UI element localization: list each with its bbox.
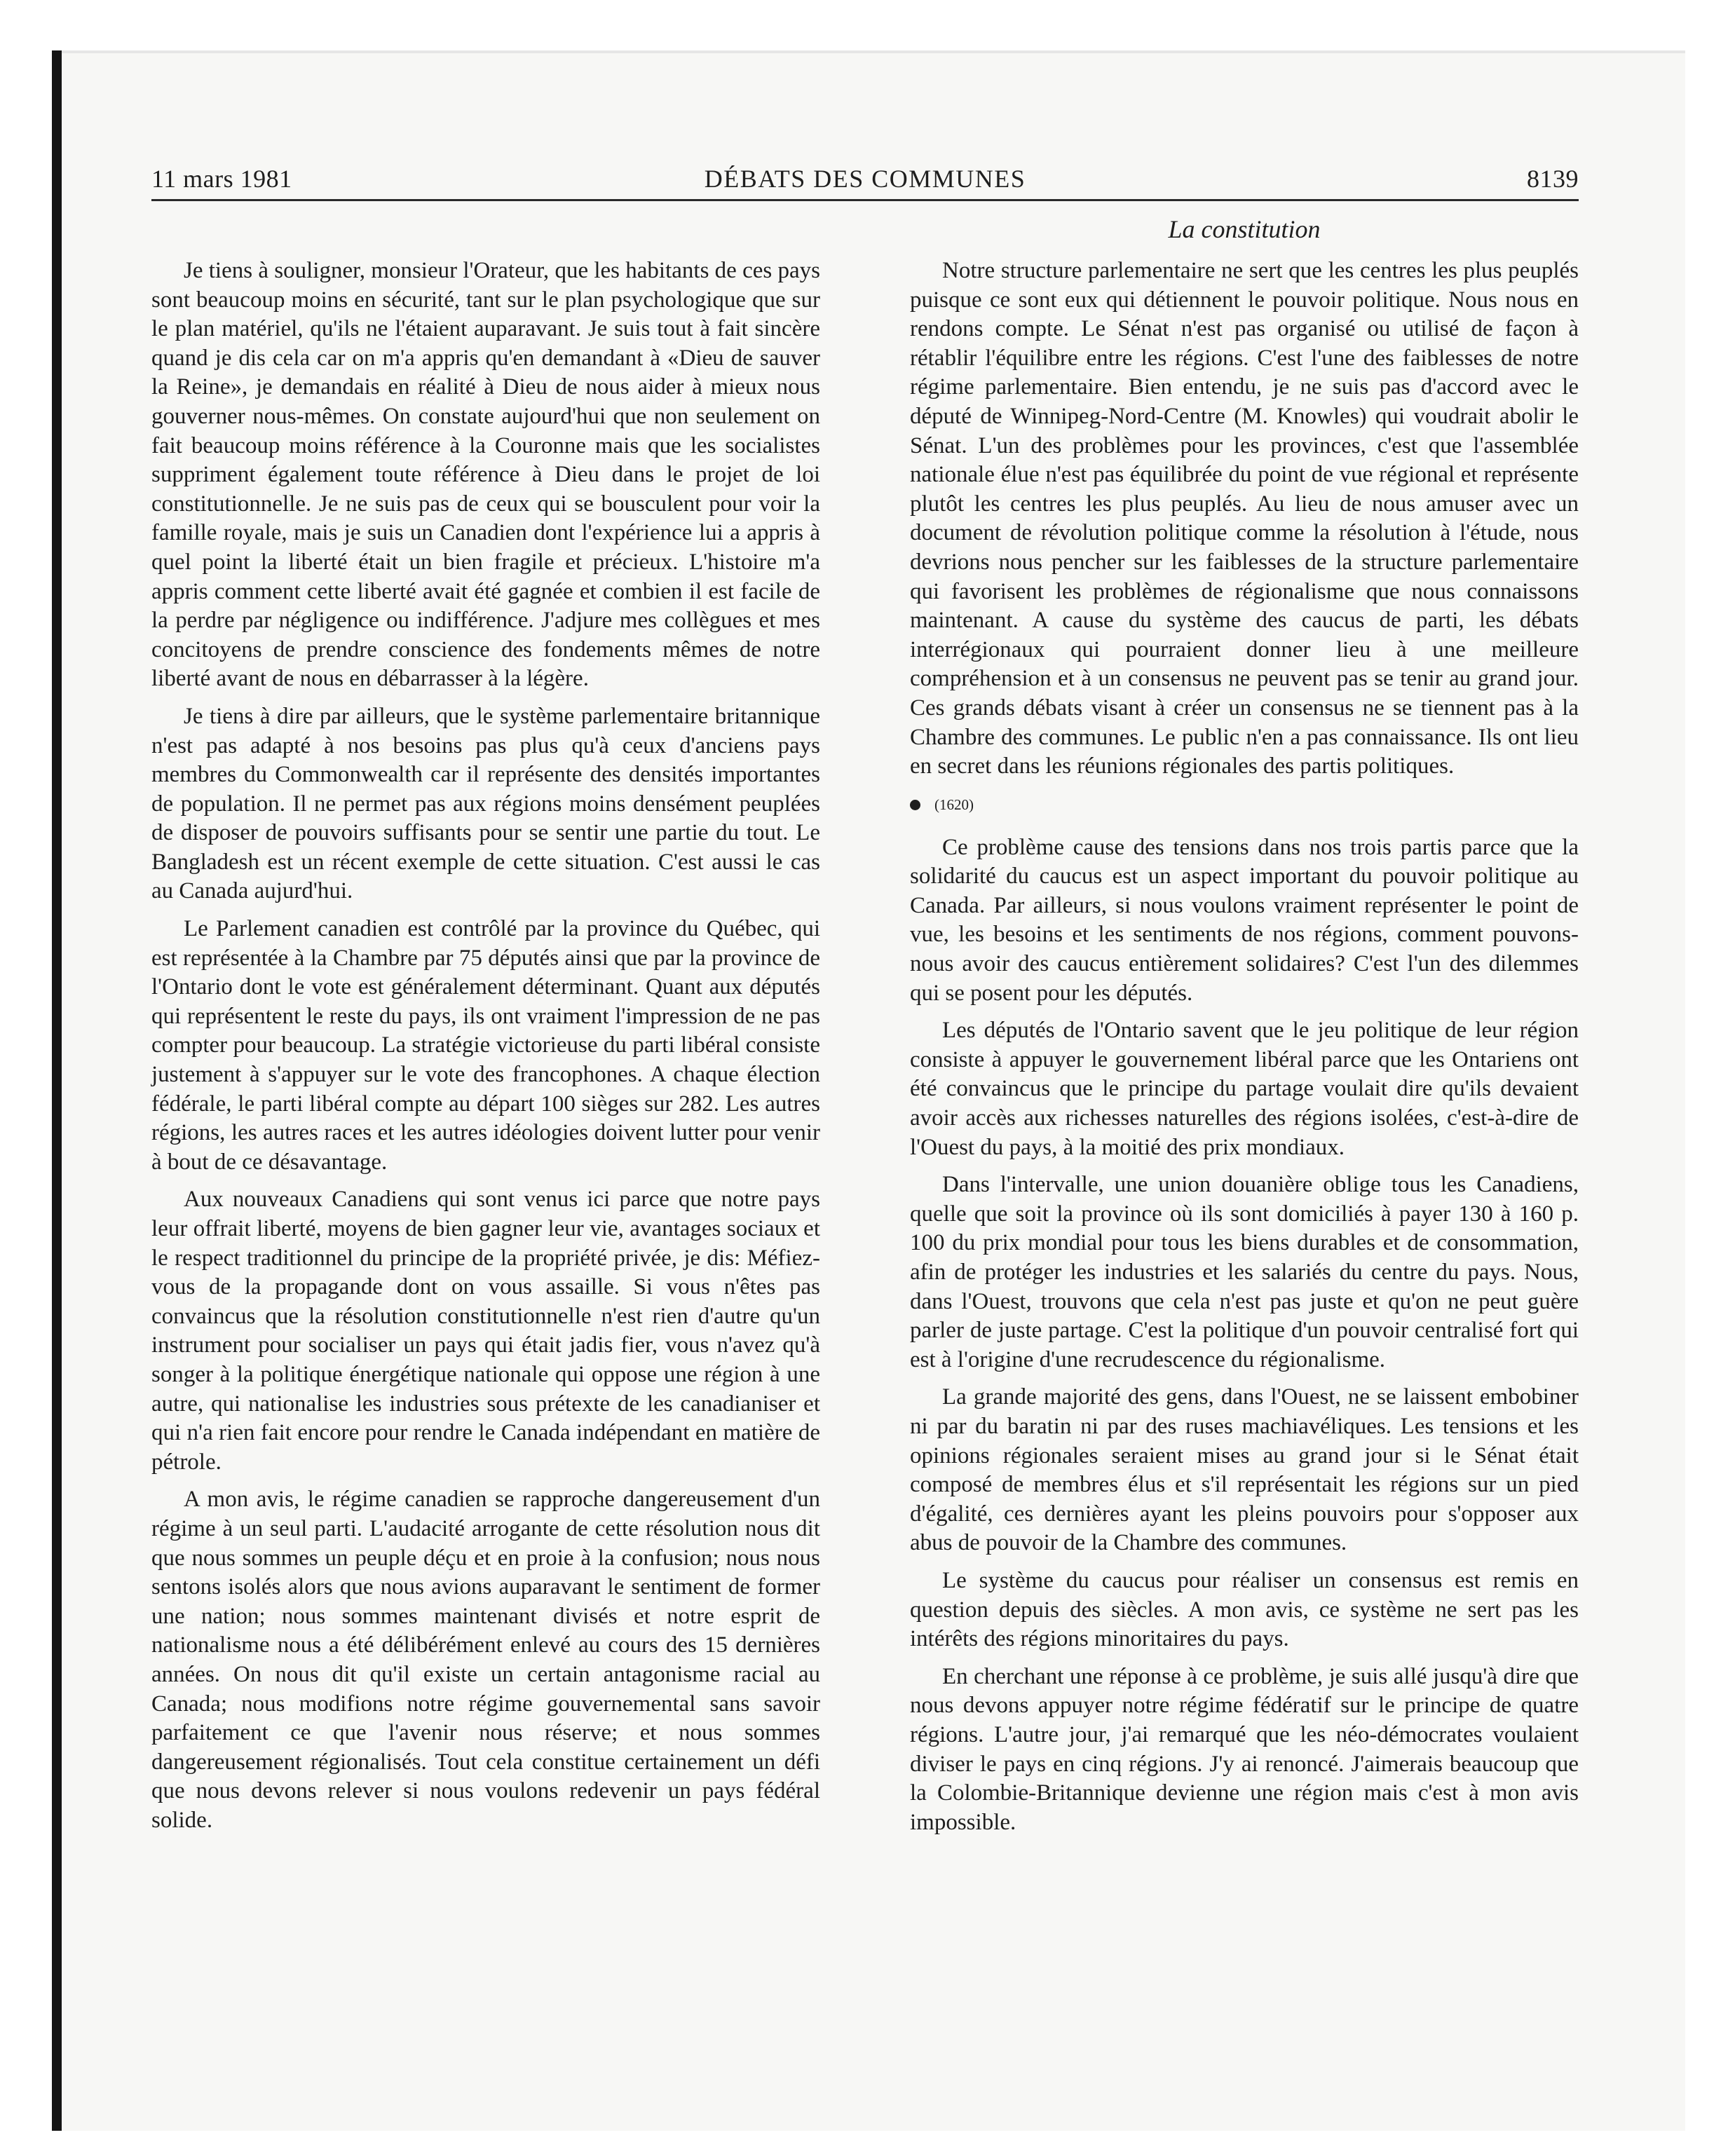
paragraph: La grande majorité des gens, dans l'Ouest, ne se laissent embobiner ni par du baratin ni par des ruses machiavéliques. Les tensions et les opinions régionales seraient mises au grand jour si le Sénat était composé de membres élus et s'il représentait les régions sur un pied d'égalité, ces dernières ayant les pleins pouvoirs pour s'opposer aux abus de pouvoir de la Chambre des communes. xyxy=(910,1384,1579,1556)
left-column xyxy=(151,257,820,1843)
paragraph: Je tiens à dire par ailleurs, que le système parlementaire britannique n'est pas adapté à nos besoins pas plus qu'à ceux d'anciens pays membres du Commonwealth car il représente des densités importantes de population. Il ne permet pas aux régions moins densément peuplées de disposer de pouvoirs suffisants pour se sentir une partie du tout. Le Bangladesh est un récent exemple de cette situation. C'est aussi le cas au Canada aujurd'hui. xyxy=(151,703,820,904)
bullet-dot-icon xyxy=(910,800,920,810)
header-rule xyxy=(151,199,1579,201)
header-page-number: 8139 xyxy=(1527,165,1579,193)
paragraph: Je tiens à souligner, monsieur l'Orateur, que les habitants de ces pays sont beaucoup moins en sécurité, tant sur le plan psychologique que sur le plan matériel, qu'ils ne l'étaient auparavant. Je suis tout à fait sincère quand je dis cela car on m'a appris qu'en demandant à «Dieu de sauver la Reine», je demandais en réalité à Dieu de nous aider à mieux nous gouverner nous-mêmes. On constate aujourd'hui que non seulement on fait beaucoup moins référence à la Couronne mais que les socialistes suppriment également toute référence à Dieu dans le projet de loi constitutionnelle. Je ne suis pas de ceux qui se bousculent pour voir la famille royale, mais je suis un Canadien dont l'expérience lui a appris à quel point la liberté était un bien fragile et précieux. L'histoire m'a appris comment cette liberté avait été gagnée et combien il est facile de la perdre par négligence ou indifférence. J'adjure mes collègues et mes concitoyens de prendre conscience des fondements mêmes de notre liberté avant de nous en débarrasser à la légère. xyxy=(151,258,820,692)
paragraph: A mon avis, le régime canadien se rapproche dangereusement d'un régime à un seul parti. L'audacité arrogante de cette résolution nous dit que nous sommes un peuple déçu et en proie à la confusion; nous nous sentons isolés alors que nous avions auparavant le sentiment de former une nation; nous sommes maintenant divisés et notre esprit de nationalisme nous a été délibérément enlevé au cours des 15 dernières années. On nous dit qu'il existe un certain antagonisme racial au Canada; nous modifions notre régime gouvernemental sans savoir parfaitement ce que l'avenir nous réserve; et nous sommes dangereusement régionalisés. Tout cela constitue certainement un défi que nous devons relever si nous voulons redevenir un pays fédéral solide. xyxy=(151,1487,820,1833)
time-marker-label: (1620) xyxy=(934,796,974,813)
section-title: La constitution xyxy=(1168,215,1321,243)
time-marker xyxy=(910,790,1579,821)
paragraph: Le système du caucus pour réaliser un consensus est remis en question depuis des siècles. A mon avis, ce système ne sert pas les intérêts des régions minoritaires du pays. xyxy=(910,1567,1579,1652)
header-title: DÉBATS DES COMMUNES xyxy=(704,165,1026,193)
header-date: 11 mars 1981 xyxy=(151,165,292,193)
paragraph: Le Parlement canadien est contrôlé par la province du Québec, qui est représentée à la Chambre par 75 députés ainsi que par la province de l'Ontario dont le vote est généralement déterminant. Quant aux députés qui représentent le reste du pays, ils ont vraiment l'impression de ne pas compter pour beaucoup. La stratégie victorieuse du parti libéral consiste justement à s'appuyer sur le vote des francophones. A chaque élection fédérale, le parti libéral compte au départ 100 sièges sur 282. Les autres régions, les autres races et les autres idéologies doivent lutter pour venir à bout de ce désavantage. xyxy=(151,916,820,1175)
paragraph: Ce problème cause des tensions dans nos trois partis parce que la solidarité du caucus est un aspect important du pouvoir politique au Canada. Par ailleurs, si nous voulons vraiment représenter le point de vue, les besoins et les sentiments de nos régions, comment pouvons-nous avoir des caucus entièrement solidaires? C'est l'un des dilemmes qui se posent pour les députés. xyxy=(910,834,1579,1006)
right-column xyxy=(910,257,1579,1845)
paragraph: Dans l'intervalle, une union douanière oblige tous les Canadiens, quelle que soit la province où ils sont domiciliés à payer 130 à 160 p. 100 du prix mondial pour tous les biens durables et de consommation, afin de protéger les industries et les salariés du centre du pays. Nous, dans l'Ouest, trouvons que cela n'est pas juste et qu'on ne peut guère parler de juste partage. C'est la politique d'un pouvoir centralisé fort qui est à l'origine d'une recrudescence du régionalisme. xyxy=(910,1172,1579,1372)
paragraph: Aux nouveaux Canadiens qui sont venus ici parce que notre pays leur offrait liberté, moyens de bien gagner leur vie, avantages sociaux et le respect traditionnel du principe de la propriété privée, je dis: Méfiez-vous de la propagande dont on vous assaille. Si vous n'êtes pas convaincus que la résolution constitutionnelle n'est rien d'autre qu'un instrument pour socialiser un pays qui était jadis fier, vous n'avez qu'à songer à la politique énergétique nationale qui oppose une région à une autre, qui nationalise les industries sous prétexte de les canadianiser et qui n'a rien fait encore pour rendre le Canada indépendant en matière de pétrole. xyxy=(151,1187,820,1475)
paragraph: Notre structure parlementaire ne sert que les centres les plus peuplés puisque ce sont eux qui détiennent le pouvoir politique. Nous nous en rendons compte. Le Sénat n'est pas organisé ou utilisé de façon à rétablir l'équilibre entre les régions. C'est l'une des faiblesses de notre régime parlementaire. Bien entendu, je ne suis pas d'accord avec le député de Winnipeg-Nord-Centre (M. Knowles) qui voudrait abolir le Sénat. L'un des problèmes pour les provinces, c'est que l'assemblée nationale élue n'est pas équilibrée du point de vue régional et représente plutôt les centres les plus peuplés. Au lieu de nous amuser avec un document de révolution politique comme la résolution à l'étude, nous devrions nous pencher sur les faiblesses de la structure parlementaire qui favorisent les problèmes de régionalisme que nous connaissons maintenant. A cause du système des caucus de parti, les débats interrégionaux qui pourraient donner lieu à une meilleure compréhension et à un consensus ne peuvent pas se tenir au grand jour. Ces grands débats visant à créer un consensus ne se tiennent pas à la Chambre des communes. Le public n'en a pas connaissance. Ils ont lieu en secret dans les réunions régionales des partis politiques. xyxy=(910,258,1579,779)
scan-edge-left xyxy=(52,50,62,2131)
page-header xyxy=(151,158,1579,199)
paragraph: En cherchant une réponse à ce problème, je suis allé jusqu'à dire que nous devons appuyer notre régime fédératif sur le principe de quatre régions. L'autre jour, j'ai remarqué que les néo-démocrates voulaient diviser le pays en cinq régions. J'y ai renoncé. J'aimerais beaucoup que la Colombie-Britannique devienne une région mais c'est à mon avis impossible. xyxy=(910,1663,1579,1835)
paragraph: Les députés de l'Ontario savent que le jeu politique de leur région consiste à appuyer le gouvernement libéral parce que les Ontariens ont été convaincus que le principe du partage voulait dire qu'ils devaient avoir accès aux richesses naturelles des régions isolées, c'est-à-dire de l'Ouest du pays, à la moitié des prix mondiaux. xyxy=(910,1018,1579,1160)
